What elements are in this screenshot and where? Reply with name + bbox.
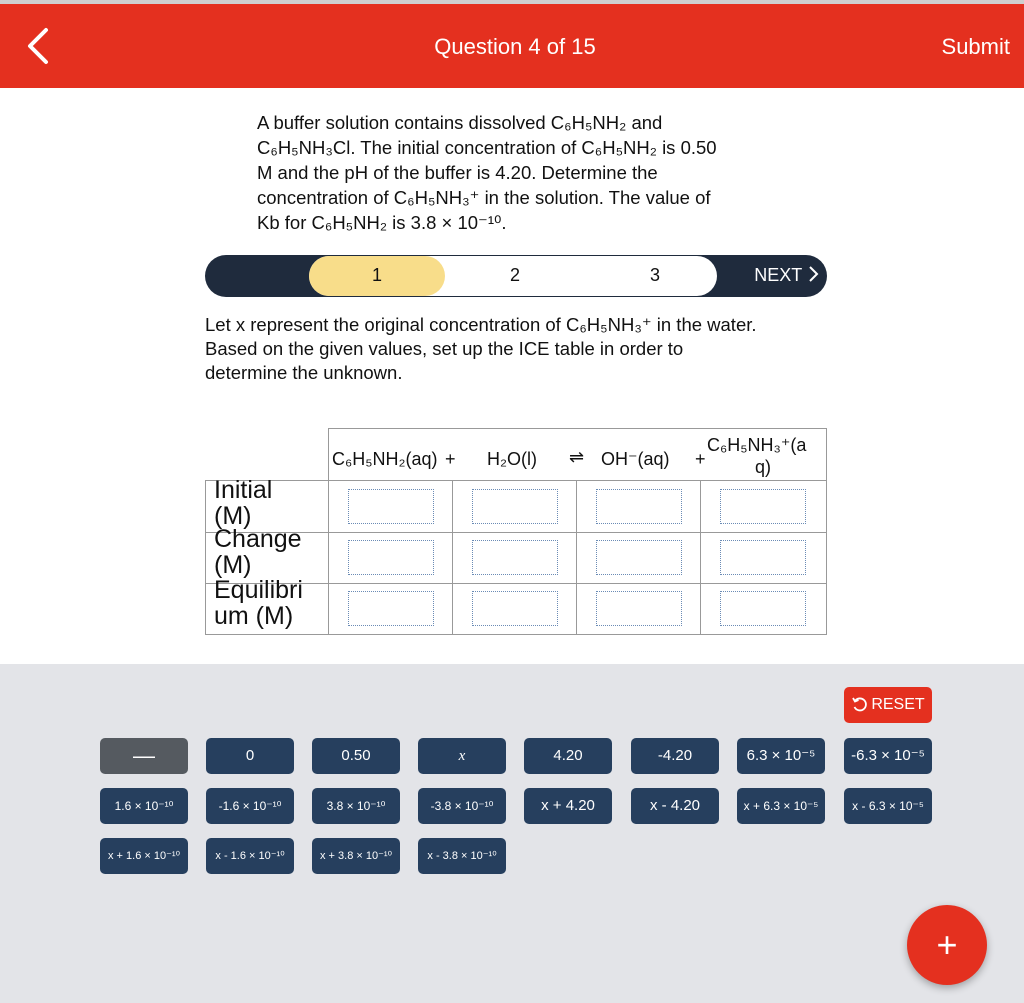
ice-cell (700, 532, 824, 583)
ice-grid (205, 477, 827, 635)
question-line: M and the pH of the buffer is 4.20. Determine the (257, 162, 658, 183)
answer-drop-box[interactable] (348, 489, 434, 524)
answer-drop-box[interactable] (596, 591, 682, 626)
step-progress-bar (205, 255, 827, 297)
product-2-line1: C₆H₅NH₃⁺(a (707, 435, 807, 455)
row-label-line: Change (214, 526, 302, 553)
tile-x-plus-1-6e-10[interactable]: x + 1.6 × 10⁻¹⁰ (100, 838, 188, 874)
ice-cell (576, 532, 700, 583)
tile-6-3e-5[interactable]: 6.3 × 10⁻⁵ (737, 738, 825, 774)
tile-x-minus-6-3e-5[interactable]: x - 6.3 × 10⁻⁵ (844, 788, 932, 824)
reset-label: RESET (871, 696, 925, 713)
ice-cell (576, 583, 700, 634)
ice-cell (328, 583, 452, 634)
tile-1-6e-10[interactable]: 1.6 × 10⁻¹⁰ (100, 788, 188, 824)
tile-x-plus-6-3e-5[interactable]: x + 6.3 × 10⁻⁵ (737, 788, 825, 824)
reactant-1: C₆H₅NH₂(aq) (332, 449, 438, 469)
answer-drop-box[interactable] (472, 591, 558, 626)
row-label-line: (M) (214, 502, 252, 530)
instruction-text (205, 313, 845, 385)
chevron-right-icon (807, 265, 819, 283)
equilibrium-arrow: ⇌ (569, 447, 585, 467)
answer-drop-box[interactable] (720, 489, 806, 524)
tile-x-label: x (458, 748, 466, 764)
header-bar (0, 4, 1024, 88)
ice-cell (700, 583, 824, 634)
plus-sign: + (695, 449, 706, 469)
answer-drop-box[interactable] (596, 489, 682, 524)
question-line: concentration of C₆H₅NH₃⁺ in the solution. The value of (257, 187, 711, 208)
reset-button[interactable] (844, 687, 932, 723)
ice-cell (452, 481, 576, 532)
instruction-line: Let x represent the original concentration of C₆H₅NH₃⁺ in the water. (205, 314, 757, 335)
question-text (257, 110, 787, 235)
ice-row-equilibrium (206, 577, 826, 635)
page-title: Question 4 of 15 (434, 34, 596, 59)
question-line: A buffer solution contains dissolved C₆H₅NH₂ and (257, 112, 663, 133)
row-label-line: um (M) (214, 602, 294, 630)
row-label-line: (M) (214, 551, 252, 579)
tile-neg-4-20[interactable]: -4.20 (631, 738, 719, 774)
ice-cell (328, 532, 452, 583)
next-button[interactable] (754, 265, 819, 286)
step-3[interactable]: 3 (649, 265, 660, 285)
tile-neg-3-8e-10[interactable]: -3.8 × 10⁻¹⁰ (418, 788, 506, 824)
answer-drop-box[interactable] (348, 591, 434, 626)
tile-x-plus-3-8e-10[interactable]: x + 3.8 × 10⁻¹⁰ (312, 838, 400, 874)
row-label-initial (214, 477, 326, 532)
ice-cell (700, 481, 824, 532)
tile-0-50[interactable]: 0.50 (312, 738, 400, 774)
instruction-line: Based on the given values, set up the ICE table in order to (205, 338, 684, 359)
tile-x-plus-4-20[interactable]: x + 4.20 (524, 788, 612, 824)
row-label-line: Equilibri (214, 577, 303, 604)
tile-4-20[interactable]: 4.20 (524, 738, 612, 774)
equation-header (328, 428, 827, 480)
step-2[interactable]: 2 (509, 265, 520, 285)
plus-sign: + (445, 449, 456, 469)
tile-x-minus-3-8e-10[interactable]: x - 3.8 × 10⁻¹⁰ (418, 838, 506, 874)
tile-neg-6-3e-5[interactable]: -6.3 × 10⁻⁵ (844, 738, 932, 774)
tile-x[interactable] (418, 738, 506, 774)
ice-cell (452, 532, 576, 583)
tile-neg-1-6e-10[interactable]: -1.6 × 10⁻¹⁰ (206, 788, 294, 824)
product-2-line2: q) (755, 457, 772, 477)
step-1[interactable]: 1 (371, 265, 382, 285)
answer-drop-box[interactable] (720, 591, 806, 626)
product-1: OH⁻(aq) (601, 449, 670, 469)
submit-button[interactable]: Submit (941, 34, 1010, 59)
answer-drop-box[interactable] (348, 540, 434, 575)
answer-drop-box[interactable] (472, 489, 558, 524)
answer-drop-box[interactable] (596, 540, 682, 575)
reset-icon (851, 696, 869, 714)
tile-x-minus-1-6e-10[interactable]: x - 1.6 × 10⁻¹⁰ (206, 838, 294, 874)
question-line: C₆H₅NH₃Cl. The initial concentration of C₆H₅NH₂ is 0.50 (257, 137, 717, 158)
row-label-line: Initial (214, 477, 273, 504)
row-label-equilibrium (214, 577, 326, 635)
next-label: NEXT (754, 265, 802, 285)
tile-3-8e-10[interactable]: 3.8 × 10⁻¹⁰ (312, 788, 400, 824)
add-fab-button[interactable]: + (907, 905, 987, 985)
ice-table (205, 428, 827, 635)
tile-x-minus-4-20[interactable]: x - 4.20 (631, 788, 719, 824)
instruction-line: determine the unknown. (205, 362, 403, 383)
answer-drop-box[interactable] (720, 540, 806, 575)
ice-cell (328, 481, 452, 532)
ice-cell (452, 583, 576, 634)
tile-zero[interactable]: 0 (206, 738, 294, 774)
ice-cell (576, 481, 700, 532)
question-line: Kb for C₆H₅NH₂ is 3.8 × 10⁻¹⁰. (257, 212, 507, 233)
row-label-change (214, 526, 326, 583)
answer-drop-box[interactable] (472, 540, 558, 575)
reactant-2: H₂O(l) (487, 449, 537, 469)
tile-blank[interactable]: — (100, 738, 188, 774)
